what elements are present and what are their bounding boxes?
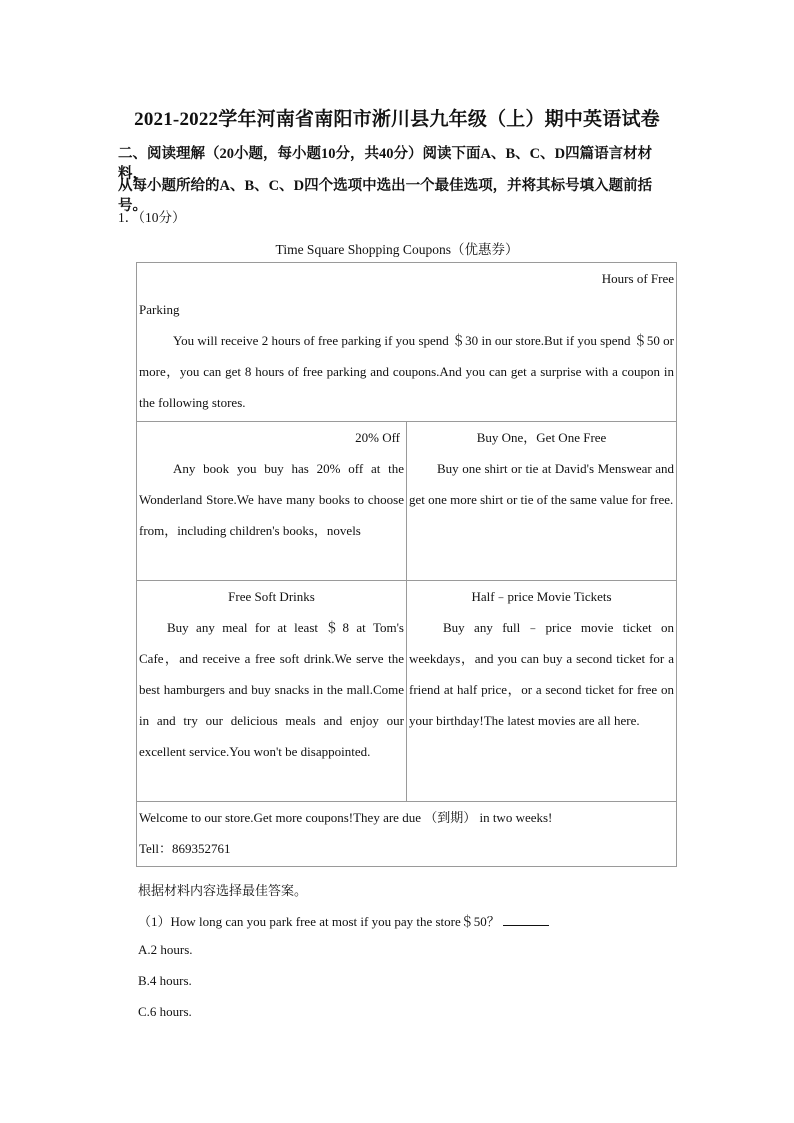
footer-welcome: Welcome to our store.Get more coupons!They are due （到期） in two weeks! <box>139 810 553 825</box>
movies-coupon <box>407 581 677 802</box>
coupon-row-2 <box>137 581 677 802</box>
drinks-heading: Free Soft Drinks <box>228 589 315 604</box>
parking-heading: Hours of Free <box>601 271 675 286</box>
movies-text: Buy any full﹣price movie ticket on weekdays，and you can buy a second ticket for a friend at half price，or a second ticket for free on your birthday!The latest movies are all here. <box>409 620 675 728</box>
question-1-stem-line <box>138 911 549 930</box>
books-heading: 20% Off <box>355 430 400 445</box>
shirt-heading: Buy One，Get One Free <box>476 430 607 445</box>
coupons-table <box>136 262 677 867</box>
page-title: 2021-2022学年河南省南阳市淅川县九年级（上）期中英语试卷 <box>134 109 660 130</box>
shirt-text: Buy one shirt or tie at David's Menswear and get one more shirt or tie of the same value for free. <box>409 461 675 507</box>
drinks-coupon <box>137 581 407 802</box>
option-c: C.6 hours. <box>138 1004 192 1019</box>
parking-text: You will receive 2 hours of free parking if you spend ＄30 in our store.But if you spend ＄50 or more，you can get 8 hours of free parking and coupons.And you can get a surprise with a coupon in the following stores. <box>139 333 675 410</box>
option-b: B.4 hours. <box>138 973 192 988</box>
section-instruction-line-1: 二、阅读理解（20小题，每小题10分，共40分）阅读下面A、B、C、D四篇语言材材料， <box>118 146 653 182</box>
movies-heading: Half﹣price Movie Tickets <box>471 589 612 604</box>
parking-heading-continued: Parking <box>139 302 180 317</box>
books-text: Any book you buy has 20% off at the Wonderland Store.We have many books to choose from，including children's books，novels <box>139 461 404 538</box>
option-a: A.2 hours. <box>138 942 193 957</box>
parking-row <box>137 263 677 422</box>
footer-cell <box>137 802 677 867</box>
question-1-stem: （1）How long can you park free at most if you pay the store＄50？ <box>138 914 500 929</box>
shirt-coupon <box>407 422 677 581</box>
drinks-text: Buy any meal for at least ＄8 at Tom's Cafe，and receive a free soft drink.We serve the best hamburgers and buy snacks in the mall.Come in and try our delicious meals and enjoy our excellent service.You won't be disappointed. <box>139 620 404 759</box>
question-number: 1．（10分） <box>118 210 186 225</box>
answer-blank[interactable] <box>503 915 549 926</box>
coupons-caption: Time Square Shopping Coupons（优惠券） <box>275 242 519 257</box>
footer-row <box>137 802 677 867</box>
coupon-row-1 <box>137 422 677 581</box>
section-instruction-line-2: 从每小题所给的A、B、C、D四个选项中选出一个最佳选项，并将其标号填入题前括号。 <box>118 178 653 214</box>
answer-instruction: 根据材料内容选择最佳答案。 <box>138 883 308 898</box>
books-coupon <box>137 422 407 581</box>
parking-cell <box>137 263 677 422</box>
footer-tel: Tell：869352761 <box>139 841 231 856</box>
